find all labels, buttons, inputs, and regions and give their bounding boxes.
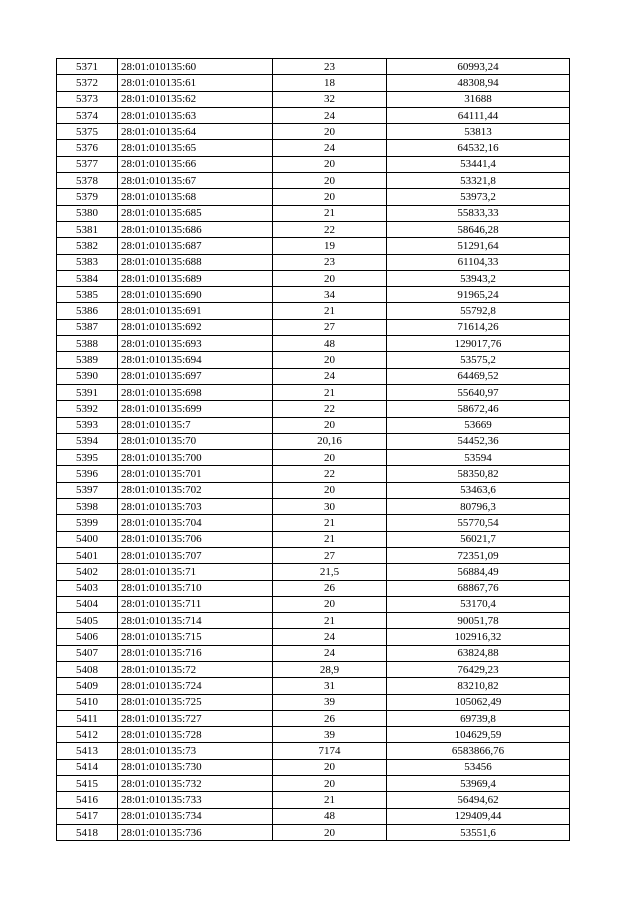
value-cell: 53170,4 (387, 596, 570, 612)
cadastral-number-cell: 28:01:010135:692 (118, 319, 273, 335)
table-row (57, 629, 570, 645)
area-cell: 48 (273, 336, 387, 352)
row-number-cell: 5373 (57, 91, 118, 107)
area-cell: 20 (273, 482, 387, 498)
row-number-cell: 5393 (57, 417, 118, 433)
cadastral-number-cell: 28:01:010135:725 (118, 694, 273, 710)
area-cell: 21 (273, 613, 387, 629)
value-cell: 48308,94 (387, 75, 570, 91)
cadastral-number-cell: 28:01:010135:691 (118, 303, 273, 319)
row-number-cell: 5412 (57, 727, 118, 743)
value-cell: 105062,49 (387, 694, 570, 710)
cadastral-number-cell: 28:01:010135:687 (118, 238, 273, 254)
cadastral-number-cell: 28:01:010135:698 (118, 384, 273, 400)
cadastral-number-cell: 28:01:010135:685 (118, 205, 273, 221)
table-row (57, 368, 570, 384)
row-number-cell: 5408 (57, 661, 118, 677)
value-cell: 53575,2 (387, 352, 570, 368)
cadastral-number-cell: 28:01:010135:701 (118, 466, 273, 482)
area-cell: 31 (273, 678, 387, 694)
row-number-cell: 5386 (57, 303, 118, 319)
row-number-cell: 5383 (57, 254, 118, 270)
table-row (57, 336, 570, 352)
cadastral-number-cell: 28:01:010135:699 (118, 401, 273, 417)
table-row (57, 173, 570, 189)
table-row (57, 661, 570, 677)
table-row (57, 531, 570, 547)
value-cell: 76429,23 (387, 661, 570, 677)
row-number-cell: 5410 (57, 694, 118, 710)
row-number-cell: 5407 (57, 645, 118, 661)
cadastral-number-cell: 28:01:010135:72 (118, 661, 273, 677)
table-row (57, 547, 570, 563)
table-body (57, 59, 570, 841)
area-cell: 39 (273, 727, 387, 743)
area-cell: 48 (273, 808, 387, 824)
area-cell: 21 (273, 792, 387, 808)
value-cell: 64111,44 (387, 107, 570, 123)
area-cell: 20 (273, 824, 387, 840)
value-cell: 53441,4 (387, 156, 570, 172)
table-row (57, 401, 570, 417)
value-cell: 56884,49 (387, 564, 570, 580)
table-row (57, 678, 570, 694)
area-cell: 20 (273, 417, 387, 433)
table-row (57, 499, 570, 515)
area-cell: 20 (273, 759, 387, 775)
area-cell: 24 (273, 140, 387, 156)
value-cell: 80796,3 (387, 499, 570, 515)
cadastral-number-cell: 28:01:010135:728 (118, 727, 273, 743)
table-row (57, 482, 570, 498)
value-cell: 53321,8 (387, 173, 570, 189)
value-cell: 54452,36 (387, 433, 570, 449)
cadastral-number-cell: 28:01:010135:734 (118, 808, 273, 824)
table-row (57, 613, 570, 629)
area-cell: 24 (273, 629, 387, 645)
row-number-cell: 5403 (57, 580, 118, 596)
area-cell: 39 (273, 694, 387, 710)
table-row (57, 254, 570, 270)
row-number-cell: 5387 (57, 319, 118, 335)
cadastral-number-cell: 28:01:010135:710 (118, 580, 273, 596)
value-cell: 72351,09 (387, 547, 570, 563)
value-cell: 53551,6 (387, 824, 570, 840)
row-number-cell: 5417 (57, 808, 118, 824)
area-cell: 22 (273, 401, 387, 417)
cadastral-number-cell: 28:01:010135:711 (118, 596, 273, 612)
area-cell: 21 (273, 515, 387, 531)
row-number-cell: 5390 (57, 368, 118, 384)
value-cell: 56021,7 (387, 531, 570, 547)
cadastral-number-cell: 28:01:010135:60 (118, 59, 273, 75)
table-row (57, 824, 570, 840)
value-cell: 83210,82 (387, 678, 570, 694)
value-cell: 68867,76 (387, 580, 570, 596)
cadastral-number-cell: 28:01:010135:690 (118, 287, 273, 303)
row-number-cell: 5415 (57, 776, 118, 792)
table-row (57, 694, 570, 710)
row-number-cell: 5384 (57, 270, 118, 286)
row-number-cell: 5391 (57, 384, 118, 400)
table-row (57, 776, 570, 792)
table-row (57, 727, 570, 743)
table-row (57, 287, 570, 303)
area-cell: 27 (273, 547, 387, 563)
table-row (57, 466, 570, 482)
area-cell: 27 (273, 319, 387, 335)
value-cell: 91965,24 (387, 287, 570, 303)
value-cell: 64469,52 (387, 368, 570, 384)
value-cell: 55640,97 (387, 384, 570, 400)
area-cell: 24 (273, 368, 387, 384)
value-cell: 129409,44 (387, 808, 570, 824)
row-number-cell: 5401 (57, 547, 118, 563)
table-row (57, 303, 570, 319)
area-cell: 32 (273, 91, 387, 107)
table-row (57, 710, 570, 726)
value-cell: 90051,78 (387, 613, 570, 629)
value-cell: 53669 (387, 417, 570, 433)
cadastral-number-cell: 28:01:010135:700 (118, 450, 273, 466)
row-number-cell: 5413 (57, 743, 118, 759)
area-cell: 20 (273, 450, 387, 466)
table-row (57, 270, 570, 286)
row-number-cell: 5397 (57, 482, 118, 498)
area-cell: 19 (273, 238, 387, 254)
table-row (57, 205, 570, 221)
cadastral-number-cell: 28:01:010135:732 (118, 776, 273, 792)
area-cell: 23 (273, 59, 387, 75)
row-number-cell: 5398 (57, 499, 118, 515)
row-number-cell: 5411 (57, 710, 118, 726)
cadastral-number-cell: 28:01:010135:704 (118, 515, 273, 531)
value-cell: 63824,88 (387, 645, 570, 661)
value-cell: 55792,8 (387, 303, 570, 319)
row-number-cell: 5400 (57, 531, 118, 547)
row-number-cell: 5388 (57, 336, 118, 352)
value-cell: 53594 (387, 450, 570, 466)
area-cell: 20 (273, 596, 387, 612)
row-number-cell: 5376 (57, 140, 118, 156)
value-cell: 53463,6 (387, 482, 570, 498)
area-cell: 18 (273, 75, 387, 91)
table-row (57, 140, 570, 156)
value-cell: 51291,64 (387, 238, 570, 254)
value-cell: 71614,26 (387, 319, 570, 335)
area-cell: 20 (273, 189, 387, 205)
row-number-cell: 5375 (57, 124, 118, 140)
cadastral-number-cell: 28:01:010135:63 (118, 107, 273, 123)
area-cell: 20 (273, 173, 387, 189)
area-cell: 21 (273, 531, 387, 547)
area-cell: 22 (273, 466, 387, 482)
table-row (57, 59, 570, 75)
table-row (57, 221, 570, 237)
row-number-cell: 5392 (57, 401, 118, 417)
row-number-cell: 5396 (57, 466, 118, 482)
row-number-cell: 5372 (57, 75, 118, 91)
table-row (57, 417, 570, 433)
cadastral-number-cell: 28:01:010135:693 (118, 336, 273, 352)
value-cell: 53973,2 (387, 189, 570, 205)
cadastral-number-cell: 28:01:010135:7 (118, 417, 273, 433)
row-number-cell: 5409 (57, 678, 118, 694)
value-cell: 55833,33 (387, 205, 570, 221)
land-parcel-table (56, 58, 570, 841)
area-cell: 20 (273, 124, 387, 140)
area-cell: 20,16 (273, 433, 387, 449)
cadastral-number-cell: 28:01:010135:715 (118, 629, 273, 645)
table-row (57, 91, 570, 107)
cadastral-number-cell: 28:01:010135:67 (118, 173, 273, 189)
value-cell: 53456 (387, 759, 570, 775)
table-row (57, 564, 570, 580)
cadastral-number-cell: 28:01:010135:68 (118, 189, 273, 205)
row-number-cell: 5394 (57, 433, 118, 449)
area-cell: 26 (273, 710, 387, 726)
cadastral-number-cell: 28:01:010135:61 (118, 75, 273, 91)
table-row (57, 319, 570, 335)
table-row (57, 645, 570, 661)
cadastral-number-cell: 28:01:010135:706 (118, 531, 273, 547)
area-cell: 23 (273, 254, 387, 270)
cadastral-number-cell: 28:01:010135:66 (118, 156, 273, 172)
table-row (57, 808, 570, 824)
area-cell: 20 (273, 270, 387, 286)
cadastral-number-cell: 28:01:010135:71 (118, 564, 273, 580)
cadastral-number-cell: 28:01:010135:736 (118, 824, 273, 840)
row-number-cell: 5377 (57, 156, 118, 172)
row-number-cell: 5414 (57, 759, 118, 775)
row-number-cell: 5371 (57, 59, 118, 75)
table-row (57, 238, 570, 254)
table-row (57, 75, 570, 91)
row-number-cell: 5404 (57, 596, 118, 612)
area-cell: 20 (273, 156, 387, 172)
row-number-cell: 5402 (57, 564, 118, 580)
table-row (57, 124, 570, 140)
row-number-cell: 5380 (57, 205, 118, 221)
value-cell: 104629,59 (387, 727, 570, 743)
value-cell: 58646,28 (387, 221, 570, 237)
table-row (57, 759, 570, 775)
row-number-cell: 5416 (57, 792, 118, 808)
row-number-cell: 5381 (57, 221, 118, 237)
value-cell: 69739,8 (387, 710, 570, 726)
table-row (57, 515, 570, 531)
table-row (57, 580, 570, 596)
cadastral-number-cell: 28:01:010135:73 (118, 743, 273, 759)
value-cell: 53969,4 (387, 776, 570, 792)
value-cell: 102916,32 (387, 629, 570, 645)
table-row (57, 107, 570, 123)
table-row (57, 450, 570, 466)
area-cell: 7174 (273, 743, 387, 759)
cadastral-number-cell: 28:01:010135:62 (118, 91, 273, 107)
cadastral-number-cell: 28:01:010135:64 (118, 124, 273, 140)
value-cell: 56494,62 (387, 792, 570, 808)
row-number-cell: 5406 (57, 629, 118, 645)
table-row (57, 189, 570, 205)
cadastral-number-cell: 28:01:010135:703 (118, 499, 273, 515)
value-cell: 31688 (387, 91, 570, 107)
table-row (57, 384, 570, 400)
table-row (57, 596, 570, 612)
area-cell: 24 (273, 107, 387, 123)
row-number-cell: 5382 (57, 238, 118, 254)
area-cell: 30 (273, 499, 387, 515)
cadastral-number-cell: 28:01:010135:714 (118, 613, 273, 629)
value-cell: 61104,33 (387, 254, 570, 270)
cadastral-number-cell: 28:01:010135:702 (118, 482, 273, 498)
cadastral-number-cell: 28:01:010135:688 (118, 254, 273, 270)
value-cell: 53813 (387, 124, 570, 140)
row-number-cell: 5418 (57, 824, 118, 840)
value-cell: 6583866,76 (387, 743, 570, 759)
table-row (57, 352, 570, 368)
value-cell: 129017,76 (387, 336, 570, 352)
table-row (57, 156, 570, 172)
area-cell: 21 (273, 205, 387, 221)
value-cell: 53943,2 (387, 270, 570, 286)
area-cell: 24 (273, 645, 387, 661)
cadastral-number-cell: 28:01:010135:733 (118, 792, 273, 808)
row-number-cell: 5374 (57, 107, 118, 123)
row-number-cell: 5379 (57, 189, 118, 205)
area-cell: 26 (273, 580, 387, 596)
table-row (57, 792, 570, 808)
cadastral-number-cell: 28:01:010135:70 (118, 433, 273, 449)
area-cell: 20 (273, 352, 387, 368)
row-number-cell: 5378 (57, 173, 118, 189)
area-cell: 21 (273, 384, 387, 400)
row-number-cell: 5385 (57, 287, 118, 303)
area-cell: 28,9 (273, 661, 387, 677)
row-number-cell: 5399 (57, 515, 118, 531)
cadastral-number-cell: 28:01:010135:707 (118, 547, 273, 563)
row-number-cell: 5389 (57, 352, 118, 368)
area-cell: 20 (273, 776, 387, 792)
cadastral-number-cell: 28:01:010135:697 (118, 368, 273, 384)
area-cell: 21,5 (273, 564, 387, 580)
cadastral-number-cell: 28:01:010135:716 (118, 645, 273, 661)
cadastral-number-cell: 28:01:010135:730 (118, 759, 273, 775)
cadastral-number-cell: 28:01:010135:724 (118, 678, 273, 694)
row-number-cell: 5395 (57, 450, 118, 466)
row-number-cell: 5405 (57, 613, 118, 629)
cadastral-number-cell: 28:01:010135:727 (118, 710, 273, 726)
cadastral-number-cell: 28:01:010135:689 (118, 270, 273, 286)
value-cell: 60993,24 (387, 59, 570, 75)
area-cell: 21 (273, 303, 387, 319)
table-row (57, 433, 570, 449)
cadastral-number-cell: 28:01:010135:65 (118, 140, 273, 156)
value-cell: 55770,54 (387, 515, 570, 531)
table-row (57, 743, 570, 759)
cadastral-number-cell: 28:01:010135:686 (118, 221, 273, 237)
area-cell: 22 (273, 221, 387, 237)
value-cell: 58350,82 (387, 466, 570, 482)
area-cell: 34 (273, 287, 387, 303)
value-cell: 58672,46 (387, 401, 570, 417)
cadastral-number-cell: 28:01:010135:694 (118, 352, 273, 368)
value-cell: 64532,16 (387, 140, 570, 156)
